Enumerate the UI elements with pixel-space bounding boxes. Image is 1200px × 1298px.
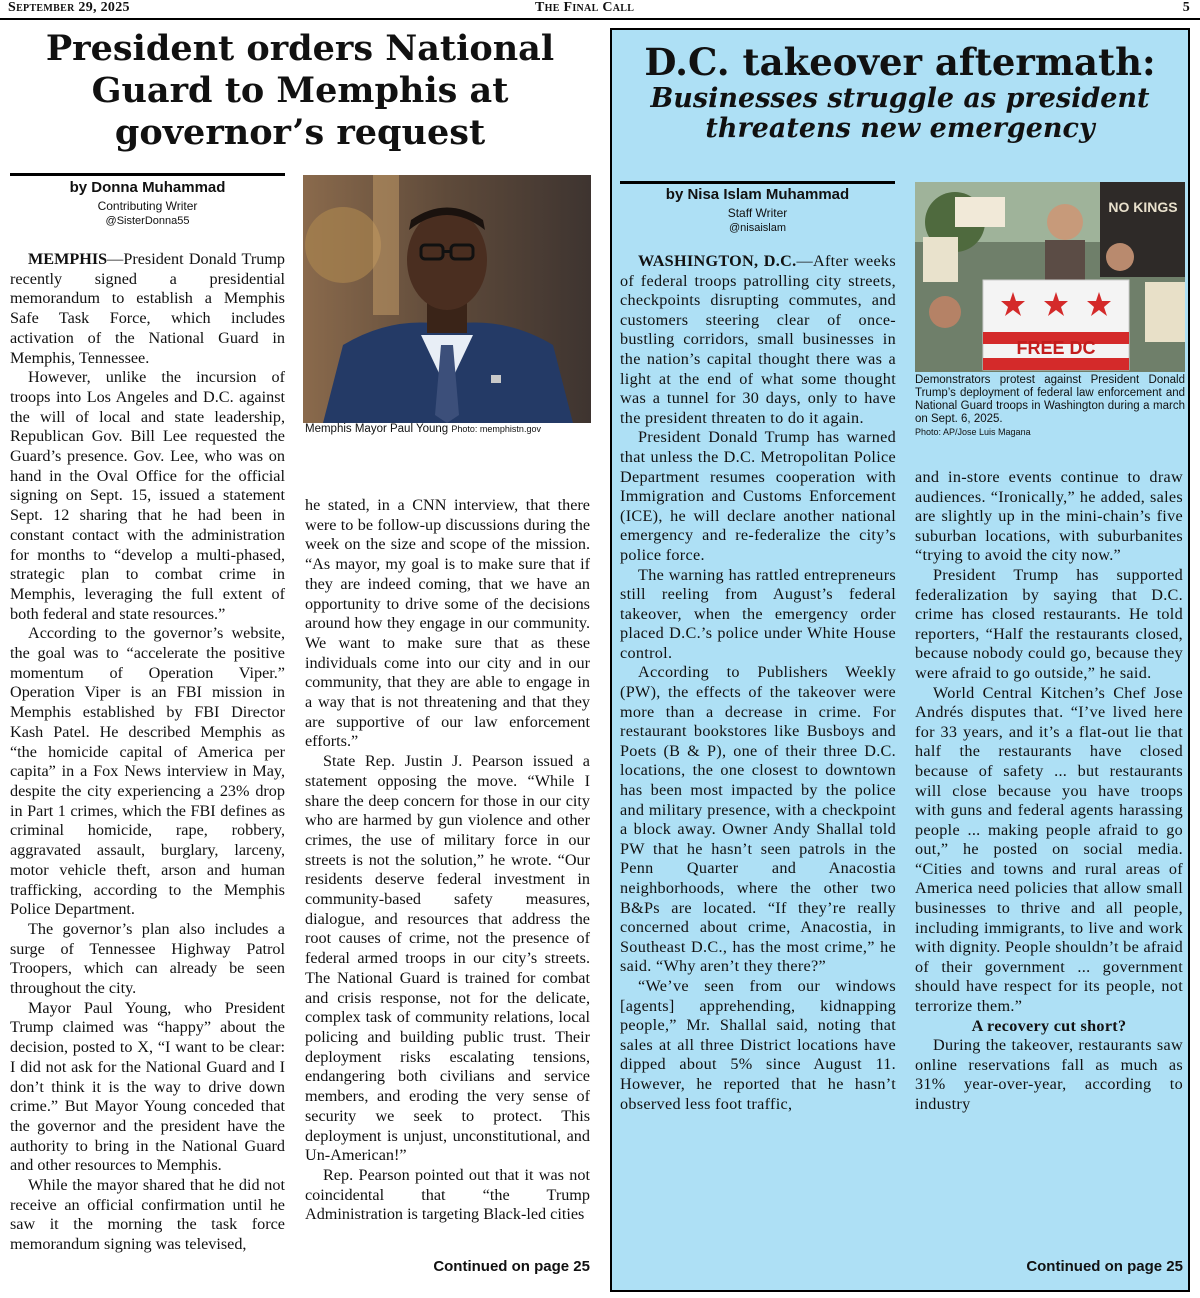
issue-date: September 29, 2025 xyxy=(8,0,130,15)
byline-rule xyxy=(10,173,285,176)
author-handle: @SisterDonna55 xyxy=(105,215,190,227)
dateline: WASHINGTON, D.C. xyxy=(638,252,797,270)
paragraph: Mayor Paul Young, who President Trump claimed was “happy” about the decision, posted to X, “I want to be clear: I did not ask for the National Guard and I don’t think it is the way to drive down crime.” But Mayor Young conceded that the governor and the president have the authority to bring in the National Guard and other resources to Memphis. xyxy=(10,998,285,1175)
paragraph: However, unlike the incursion of troops into Los Angeles and D.C. against the will of local and state leadership, Republican Gov. Bill Lee requested the Guard’s presence. Gov. Lee, who was on hand in the Oval Office for the official signing on Sept. 15, issued a statement Sept. 12 sharing that he had been in constant contact with the administration for months to “develop a multi-phased, strategic plan to combat crime in Memphis, leveraging the full extent of both federal and state resources.” xyxy=(10,368,285,623)
protest-illustration xyxy=(915,182,1185,372)
paragraph: President Trump has supported federalization by saying that D.C. crime has closed restaurants. He told reporters, “Half the restaurants closed, because nobody could go, because they were afraid to go outside,” he said. xyxy=(915,565,1183,682)
author-role: Staff Writer xyxy=(727,206,788,220)
right-continued-link[interactable]: Continued on page 25 xyxy=(1026,1258,1183,1275)
author-role: Contributing Writer xyxy=(97,199,198,213)
paragraph: State Rep. Justin J. Pearson issued a statement opposing the move. “While I share the deep concern for those in our city who are harmed by gun violence and other crimes, the use of military force in our streets is not the solution,” he wrote. “Our residents deserve federal investment in community-based safety measures, dialogue, and resources that address the root causes of crime, not the presence of federal armed troops in our city’s streets. The National Guard is trained for combat and crisis response, not for the delicate, complex task of community relations, local policing and building public trust. Their deployment risks escalating tensions, endangering both civilians and service members, and eroding the very sense of security we seek to protect. This deployment is unjust, unconstitutional, and Un-American!” xyxy=(305,752,590,1165)
paragraph: According to Publishers Weekly (PW), the effects of the takeover were more than a decrease in crime. For restaurant bookstores like Busboys and Poets (B & P), one of their three D.C. locations, the one closest to downtown has been most impacted by the police and military presence, with a checkpoint a block away. Owner Andy Shallal told PW that he hasn’t seen patrols in the Penn Quarter and Anacostia neighborhoods, where the other two B&Ps are located. “If they’re really concerned about crime, Anacostia, in Southeast D.C., has the most crime,” he said. “Why aren’t they there?” xyxy=(620,663,896,976)
left-headline: President orders National Guard to Memphis at governor’s request xyxy=(45,28,555,153)
caption-text: Demonstrators protest against President Donald Trump’s deployment of federal law enforcement and National Guard troops in Washington during a march on Sept. 6, 2025. xyxy=(915,374,1185,425)
dateline: MEMPHIS xyxy=(28,250,108,268)
mayor-photo xyxy=(303,175,591,423)
protest-photo xyxy=(915,182,1185,372)
section-subhead: A recovery cut short? xyxy=(971,1016,1127,1035)
author-name: by Donna Muhammad xyxy=(69,179,226,196)
left-story-col1 xyxy=(10,250,285,1255)
paragraph: President Donald Trump has warned that unless the D.C. Metropolitan Police Department resumes cooperation with Immigration and Customs Enforcement (ICE), he will declare another national emergency and re-federalize the city’s police force. xyxy=(620,428,896,564)
paragraph: Rep. Pearson pointed out that it was not coincidental that “the Trump Administration is targeting Black-led cities xyxy=(305,1165,590,1224)
publication-name: The Final Call xyxy=(535,0,635,15)
paragraph: While the mayor shared that he did not receive an official confirmation until he saw it the morning the task force memorandum signing was televised, xyxy=(10,1176,285,1254)
caption-text: Memphis Mayor Paul Young xyxy=(305,423,449,435)
paragraph: he stated, in a CNN interview, that there were to be follow-up discussions during the week on the size and scope of the mission. “As mayor, my goal is to make sure that if they are indeed coming, that we have an opportunity to drive some of the decisions around how they engage in our community. We want to make sure that as these individuals come into our city and in our community, that they are able to engage in a way that is not threatening and that they are supportive of our law enforcement efforts.” xyxy=(305,496,590,751)
mayor-photo-caption xyxy=(305,423,593,436)
left-byline xyxy=(10,178,285,228)
right-subheadline: Businesses struggle as president threatens new emergency xyxy=(650,83,1150,144)
paragraph: World Central Kitchen’s Chef Jose Andrés disputes that. “I’ve lived here for 33 years, and it’s a flat-out lie that half the restaurants have closed because of safety ... but restaurants will close because you have troops with guns and federal agents harassing people ... making people afraid to go out,” he posted on social media. “Cities and towns and rural areas of America need policies that allow small businesses to thrive and all people, including immigrants, to live and work with dignity. People shouldn’t be afraid of their government ... government should have respect for its people, not terrorize them.” xyxy=(915,683,1183,1016)
paragraph: WASHINGTON, D.C.—After weeks of federal troops patrolling city streets, checkpoints disrupting commutes, and customers steering clear of once-bustling corridors, small businesses in the nation’s capital thought there was a light at the end of what some thought was a tunnel for 30 days, only to have the president threaten to do it again. xyxy=(620,252,896,427)
author-handle: @nisaislam xyxy=(728,222,786,234)
banner-text: FREE DC xyxy=(1016,338,1096,358)
paragraph: During the takeover, restaurants saw online reservations fall as much as 31% year-over-year, according to industry xyxy=(915,1036,1183,1113)
page-header xyxy=(0,0,1200,20)
right-byline xyxy=(620,185,895,235)
left-continued-link[interactable]: Continued on page 25 xyxy=(433,1258,590,1275)
paragraph: The warning has rattled entrepreneurs still reeling from August’s federal takeover, when the emergency order placed D.C.’s police under White House control. xyxy=(620,565,896,662)
right-headline: D.C. takeover aftermath: xyxy=(644,40,1156,84)
sign-text: NO KINGS xyxy=(1108,199,1178,215)
paragraph: and in-store events continue to draw audiences. “Ironically,” he added, sales are slightly up in the mini-chain’s five suburban locations, with suburbanites “trying to avoid the city now.” xyxy=(915,468,1183,565)
right-story-col2 xyxy=(915,468,1183,1115)
paragraph: According to the governor’s website, the goal was to “accelerate the positive momentum of Operation Viper.” Operation Viper is an FBI mission in Memphis established by FBI Director Kash Patel. He described Memphis as “the homicide capital of America per capita” in a Fox News interview in May, despite the city experiencing a 23% drop in Part 1 crimes, which the FBI defines as criminal homicide, rape, robbery, aggravated assault, burglary, larceny, motor vehicle theft, arson and human trafficking, according to the Memphis Police Department. xyxy=(10,624,285,919)
page-number: 5 xyxy=(1182,0,1190,15)
author-name: by Nisa Islam Muhammad xyxy=(665,186,850,203)
paragraph: “We’ve seen from our windows [agents] apprehending, kidnapping people,” Mr. Shallal said, noting that sales at all three District locations have dipped about 5% since August 11. However, he reported that he hasn’t observed less foot traffic, xyxy=(620,976,896,1113)
right-story-col1 xyxy=(620,252,896,1114)
paragraph: The governor’s plan also includes a surge of Tennessee Highway Patrol Troopers, which can already be seen throughout the city. xyxy=(10,919,285,998)
paragraph: MEMPHIS—President Donald Trump recently signed a presidential memorandum to establish a Memphis Safe Task Force, which includes activation of the National Guard in Memphis, Tennessee. xyxy=(10,250,285,367)
mayor-portrait-illustration xyxy=(303,175,591,423)
left-story-col2 xyxy=(305,496,590,1225)
protest-photo-caption xyxy=(915,374,1185,439)
photo-credit: Photo: memphistn.gov xyxy=(451,424,541,434)
byline-rule xyxy=(620,181,895,184)
photo-credit: Photo: AP/Jose Luis Magana xyxy=(915,427,1031,437)
